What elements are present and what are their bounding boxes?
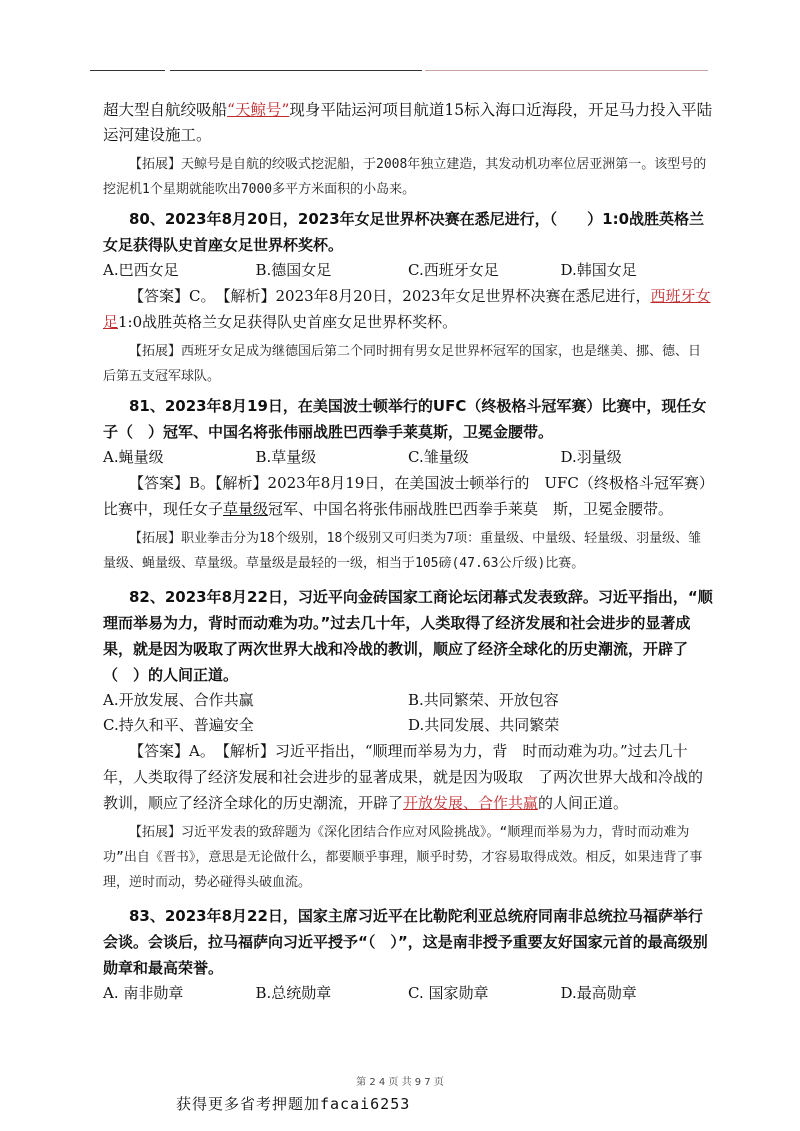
option-b: B.总统勋章 [255,984,332,1002]
option-d: D.韩国女足 [560,261,637,279]
option-d: D.最高勋章 [560,984,637,1002]
answer-81-highlight: 草量级 [223,500,269,518]
answer-82: 【答案】A。 【解析】习近平指出，“顺理而举易为力，背 时而动难为功。”过去几十年，人类取得了经济发展和社会进步的显著成果，就是因为吸取 了两次世界大战和冷战的教训，顺应了经济全球化的历史潮流，开辟了开放发展、合作共赢的人间正道。 [103,742,704,812]
intro-extension: 【拓展】天鲸号是自航的绞吸式挖泥船，于2008年独立建造，其发动机功率位居亚洲第一。该型号的挖泥机1个星期就能吹出7000多平方米面积的小岛来。 [103,157,707,197]
header-rule-right [425,70,708,71]
option-c: C.西班牙女足 [408,261,499,279]
option-d: D.共同发展、共同繁荣 [408,716,560,734]
option-a: A.蝇量级 [103,448,164,466]
page-number: 第 2 4 页 共 9 7 页 [356,1077,444,1088]
header-rule-middle [170,70,422,71]
answer-80: 【答案】C。 【解析】2023年8月20日，2023年女足世界杯决赛在悉尼进行，西班牙女足1:0战胜英格兰女足获得队史首座女足世界杯奖杯。 [103,287,711,331]
question-80: 80、2023年8月20日，2023年女足世界杯决赛在悉尼进行，（ ）1:0战胜英格兰女足获得队史首座女足世界杯奖杯。 [103,210,705,254]
question-82: 82、2023年8月22日，习近平向金砖国家工商论坛闭幕式发表致辞。习近平指出，“顺理而举易为力，背时而动难为功。”过去几十年，人类取得了经济发展和社会进步的显著成果，就是因为吸取了两次世界大战和冷战的教训，顺应了经济全球化的历史潮流，开辟了（ ）的人间正道。 [103,588,713,684]
option-b: B.共同繁荣、开放包容 [408,691,559,709]
option-a: A.巴西女足 [103,261,179,279]
extension-80: 【拓展】西班牙女足成为继德国后第二个同时拥有男女足世界杯冠军的国家，也是继美、挪、德、日后第五支冠军球队。 [103,344,702,384]
option-c: C. 国家勋章 [408,984,489,1002]
option-a: A. 南非勋章 [103,984,184,1002]
option-c: C.持久和平、普遍安全 [103,716,254,734]
options-81 [103,445,713,470]
option-b: B.草量级 [255,448,317,466]
question-83: 83、2023年8月22日，国家主席习近平在比勒陀利亚总统府同南非总统拉马福萨举行会谈。会谈后，拉马福萨向习近平授予“（ ）”，这是南非授予重要友好国家元首的最高级别勋章和最高荣誉。 [103,907,708,977]
answer-81: 【答案】B。【解析】2023年8月19日，在美国波士顿举行的 UFC（终极格斗冠军赛）比赛中，现任女子草量级冠军、中国名将张伟丽战胜巴西拳手莱莫 斯，卫冕金腰带。 [103,474,707,518]
options-82-row1 [103,688,713,713]
extension-82: 【拓展】习近平发表的致辞题为《深化团结合作应对风险挑战》。“顺理而举易为力，背时而动难为功”出自《晋书》，意思是无论做什么，都要顺乎事理，顺乎时势，才容易取得成效。相反，如果违背了事理，逆时而动，势必碰得头破血流。 [103,825,703,890]
options-80 [103,258,713,283]
option-b: B.德国女足 [255,261,332,279]
answer-80-highlight: 西班牙女足 [103,287,711,331]
option-d: D.羽量级 [560,448,622,466]
intro-paragraph: 超大型自航绞吸船“天鲸号”现身平陆运河项目航道15标入海口近海段，开足马力投入平陆运河建设施工。 [103,101,713,144]
header-rule-left [90,70,165,71]
options-82-row2 [103,713,713,738]
promo-text: 获得更多省考押题加facai6253 [176,1095,411,1113]
options-83 [103,981,713,1006]
answer-82-highlight: 开放发展、合作共赢 [403,794,539,812]
intro-highlight: “天鲸号” [227,101,290,119]
extension-81: 【拓展】职业拳击分为18个级别，18个级别又可归类为7项：重量级、中量级、轻量级、羽量级、雏量级、蝇量级、草量级。草量级是最轻的一级，相当于105磅(47.63公斤级)比赛。 [103,531,702,571]
page-content [103,98,713,1006]
question-81: 81、2023年8月19日，在美国波士顿举行的UFC（终极格斗冠军赛）比赛中，现任女子（ ）冠军、中国名将张伟丽战胜巴西拳手莱莫斯，卫冕金腰带。 [103,397,707,441]
option-c: C.雏量级 [408,448,469,466]
option-a: A.开放发展、合作共赢 [103,691,254,709]
